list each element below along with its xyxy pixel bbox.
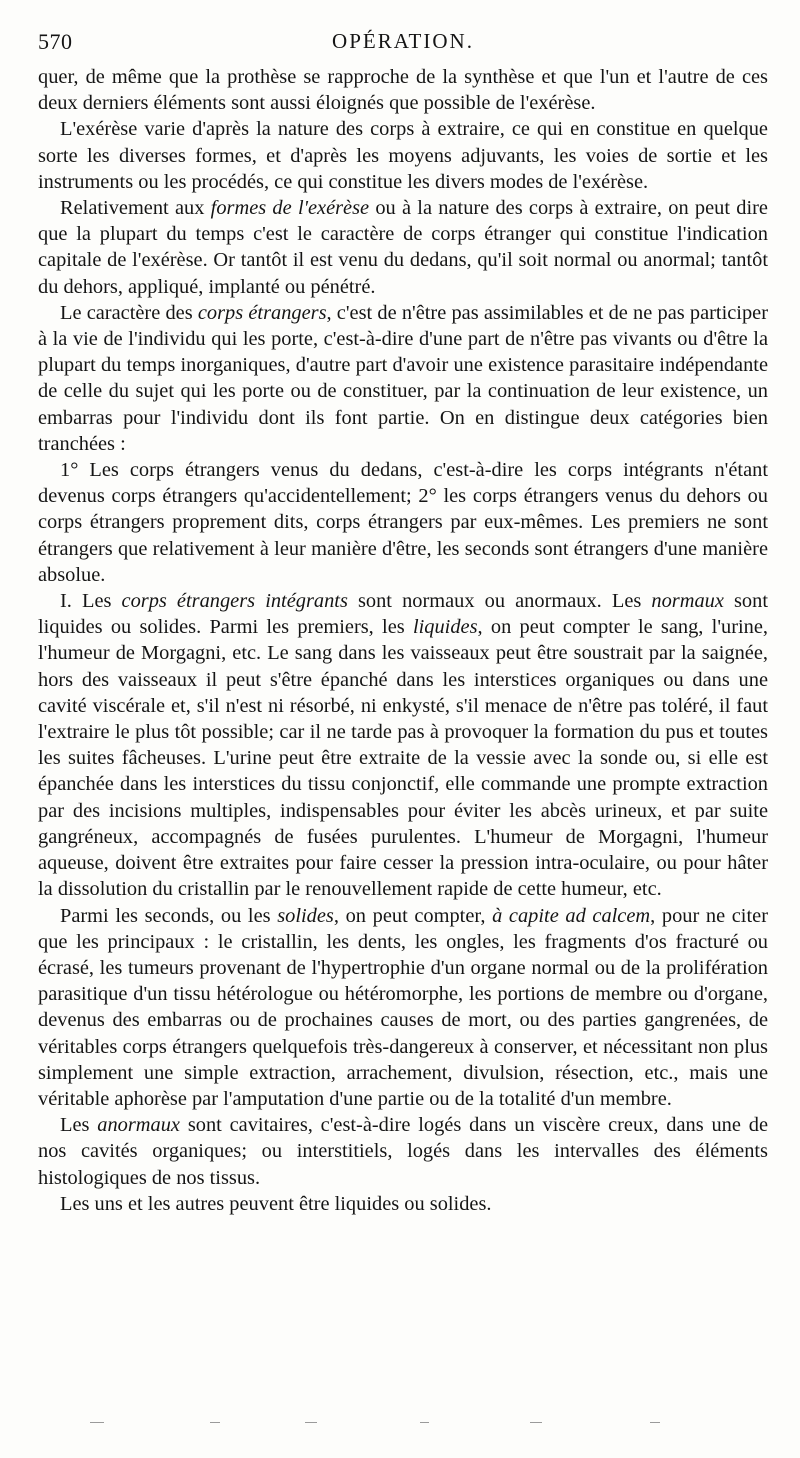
- paragraph: [38, 116, 768, 195]
- text-run: sont normaux ou anormaux. Les: [347, 590, 652, 613]
- footer-scan-marks: [60, 1417, 760, 1429]
- paragraph: [38, 300, 768, 457]
- text-run: 1° Les corps étrangers venus du dedans, c'est-à-dire les corps intégrants n'étant devenus corps étrangers qu'accidentellement; 2° les corps étrangers venus du dehors ou corps étrangers proprement dits, corps étrangers par eux-mêmes. Les premiers ne sont étrangers que relativement à leur manière d'être, les seconds sont étrangers d'une manière absolue.: [38, 459, 768, 586]
- italic-term: corps étrangers intégrants: [121, 590, 348, 613]
- text-run: quer, de même que la prothèse se rapproche de la synthèse et que l'un et l'autre de ces deux derniers éléments sont aussi éloignés que possible de l'exérèse.: [38, 66, 768, 115]
- italic-term: liquides: [412, 616, 478, 639]
- text-run: sont cavitaires, c'est-à-dire logés dans un viscère creux, dans une de nos cavités organiques; ou interstitiels, logés dans les intervalles des éléments histologiques de nos tissus.: [38, 1114, 768, 1189]
- paragraph: [38, 457, 768, 588]
- text-run: sont liquides ou solides. Parmi les premiers, les: [38, 590, 768, 639]
- text-run: L'exérèse varie d'après la nature des corps à extraire, ce qui en constitue en quelque sorte les diverses formes, et d'après les moyens adjuvants, les voies de sortie et les instruments ou les procédés, ce qui constitue les divers modes de l'exérèse.: [38, 118, 768, 193]
- italic-term: anormaux: [97, 1114, 180, 1137]
- paragraph: [38, 1112, 768, 1191]
- text-run: I. Les: [60, 590, 122, 613]
- text-run: Les uns et les autres peuvent être liquides ou solides.: [60, 1192, 492, 1215]
- page-number: 570: [38, 29, 73, 54]
- page-header: [38, 29, 768, 55]
- paragraph: [38, 1191, 768, 1217]
- text-run: , on peut compter le sang, l'urine, l'humeur de Morgagni, etc. Le sang dans les vaisseaux peut être soustrait par la saignée, hors des vaisseaux il peut s'être épanché dans les interstices organiques ou dans une cavité viscérale et, s'il n'est ni résorbé, ni enkysté, s'il menace de n'être pas toléré, il faut l'extraire le plus tôt possible; car il ne tarde pas à provoquer la formation du pus et toutes les suites fâcheuses. L'urine peut être extraite de la vessie avec la sonde ou, si elle est épanchée dans les interstices du tissu conjonctif, elle commande une prompte extraction par des incisions multiples, indispensables pour éviter les abcès urineux, et par suite gangréneux, accompagnés de fusées purulentes. L'humeur de Morgagni, l'humeur aqueuse, doivent être extraites pour faire cesser la pression intra-oculaire, ou pour hâter la dissolution du cristallin par le renouvellement rapide de cette humeur, etc.: [38, 616, 769, 901]
- italic-term: à capite ad calcem: [492, 904, 651, 927]
- italic-term: normaux: [651, 590, 724, 613]
- italic-term: formes de l'exérèse: [210, 197, 370, 220]
- text-run: Le caractère des: [60, 301, 198, 324]
- text-run: , on peut compter,: [333, 904, 493, 927]
- text-run: Les: [60, 1114, 98, 1137]
- text-run: Relativement aux: [60, 197, 211, 220]
- text-run: , pour ne citer que les principaux : le cristallin, les dents, les ongles, les fragments d'os fracturé ou écrasé, les tumeurs provenant de l'hypertrophie d'un organe normal ou de la prolifération parasitique d'un tissu hétérologue ou hétéromorphe, les portions de membre ou d'organe, devenus des embarras ou de prochaines causes de mort, ou des parties gangrenées, de véritables corps étrangers quelquefois très-dangereux à conserver, et nécessitant non plus simplement une simple extraction, arrachement, divulsion, résection, etc., mais une véritable aphorèse par l'amputation d'une partie ou de la totalité d'un membre.: [38, 904, 768, 1110]
- italic-term: solides: [277, 904, 334, 927]
- italic-term: corps étrangers: [197, 301, 327, 324]
- paragraph: [38, 195, 768, 300]
- body-text: [38, 64, 768, 1217]
- text-run: , c'est de n'être pas assimilables et de ne pas participer à la vie de l'individu qui les porte, c'est-à-dire d'une part de n'être pas vivants ou d'être la plupart du temps inorganiques, d'autre part d'avoir une existence parasitaire indépendante de celle du sujet qui les porte ou de constituer, par la continuation de leur existence, un embarras pour l'individu dont ils font partie. On en distingue deux catégories bien tranchées :: [38, 301, 768, 455]
- text-run: Parmi les seconds, ou les: [60, 904, 278, 927]
- paragraph: [38, 903, 768, 1113]
- running-title: OPÉRATION.: [332, 29, 474, 53]
- text-run: ou à la nature des corps à extraire, on peut dire que la plupart du temps c'est le caractère de corps étranger qui constitue l'indication capitale de l'exérèse. Or tantôt il est venu du dedans, qu'il soit normal ou anormal; tantôt du dehors, appliqué, implanté ou pénétré.: [38, 197, 768, 298]
- paragraph: [38, 64, 768, 116]
- paragraph: [38, 588, 768, 902]
